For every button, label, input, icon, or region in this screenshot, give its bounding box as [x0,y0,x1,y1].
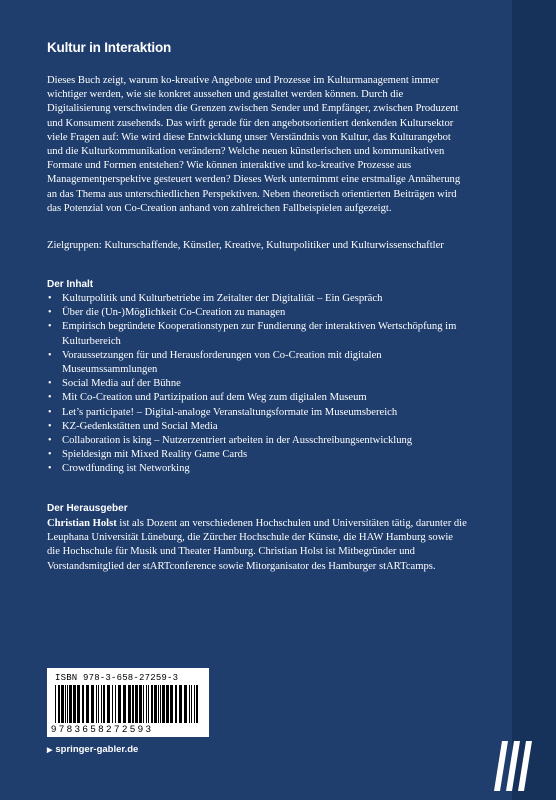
barcode-bar [69,685,72,723]
barcode-bar [67,685,68,723]
bullet-icon: • [48,293,52,304]
list-item: • Voraussetzungen für und Herausforderungen von Co-Creation mit digitalen Museumssammlungen [48,349,382,376]
barcode-bar [82,685,84,723]
barcode-bar [151,685,153,723]
contents-list [47,292,467,477]
barcode-bar [55,685,56,723]
barcode-digits: 9783658272593 [51,724,154,735]
barcode-bars [53,685,203,725]
description-paragraph: Dieses Buch zeigt, warum ko-kreative Angebote und Prozesse im Kulturmanagement immer wichtiger werden, wie sie konkret aussehen und gestaltet werden können. Durch die Digitalisierung verschwinden die Grenzen zwischen Sender und Empfänger, zwischen Produzent und Konsument zusehends. Das wirft gerade für den angebotsorientiert denkenden Kultursektor viele Fragen auf: Wie wird diese Entwicklung unser Verständnis von Kultur, das Kulturangebot und die Kulturkommunikation verändern? Welche neuen künstlerischen und kommunikativen Formate und Formen entstehen? Wie können interaktive und ko-kreative Prozesse aus Managementperspektive gesteuert werden? Dieses Werk unternimmt eine erstmalige Annäherung an das Thema aus unterschiedlichen Perspektiven. Neben theoretisch orientierten Beiträgen wird das Potenzial von Co-Creation anhand von zahlreichen Fallbeispielen aufgezeigt. [47,75,461,214]
barcode-bar [98,685,99,723]
list-item: • Crowdfunding ist Networking [47,462,467,476]
barcode-bar [61,685,64,723]
barcode-bar [65,685,66,723]
barcode-bar [196,685,198,723]
barcode-bar [160,685,161,723]
barcode-bar [146,685,147,723]
barcode-bar [148,685,149,723]
barcode-bar [179,685,182,723]
barcode-bar [189,685,190,723]
barcode-bar [128,685,131,723]
bullet-icon: • [48,307,52,319]
bullet-icon: • [48,463,52,475]
list-item: • Empirisch begründete Kooperationstypen zur Fundierung der interaktiven Wertschöpfung im Kulturbereich [48,321,457,347]
bullet-icon: • [48,435,52,447]
bullet-icon: • [48,349,52,361]
barcode-bar [101,685,102,723]
isbn-barcode [47,668,209,737]
bullet-icon: • [48,449,52,461]
list-item: • Social Media auf der Bühne [47,377,467,391]
bullet-icon: • [48,406,52,418]
bullet-icon: • [48,378,52,390]
barcode-bar [158,685,159,723]
barcode-bar [132,685,134,723]
barcode-bar [91,685,94,723]
list-item: • KZ-Gedenkstätten und Social Media [47,420,467,434]
barcode-bar [123,685,126,723]
page-title: Kultur in Interaktion [47,40,172,55]
barcode-bar [107,685,110,723]
barcode-bar [194,685,195,723]
barcode-bar [175,685,177,723]
editor-bio-text: ist als Dozent an verschiedenen Hochschulen und Universitäten tätig, darunter die Leuphana Universität Lüneburg, die Zürcher Hochschule der Künste, die HAW Hamburg sowie die Hochschule für Musik und Theater Hamburg. Christian Holst ist Mitbegründer und Vorstandsmitglied der stARTconference sowie Mitorganisator des Hamburger stARTcamps. [47,518,467,572]
barcode-bar [135,685,138,723]
editor-heading: Der Herausgeber [47,503,128,514]
barcode-bar [112,685,113,723]
barcode-bar [115,685,116,723]
target-groups-paragraph: Zielgruppen: Kulturschaffende, Künstler, Kreative, Kulturpolitiker und Kulturwissenschaftler [47,240,444,251]
publisher-website[interactable] [47,744,138,755]
springer-horse-logo [486,735,542,793]
barcode-bar [170,685,173,723]
right-color-strip [512,0,556,800]
barcode-bar [103,685,105,723]
isbn-label: ISBN 978-3-658-27259-3 [55,673,179,683]
website-label: springer-gabler.de [55,744,139,755]
barcode-bar [184,685,187,723]
barcode-bar [154,685,157,723]
barcode-bar [118,685,121,723]
editor-name: Christian Holst [47,518,117,529]
barcode-bar [143,685,144,723]
list-item: • Collaboration is king – Nutzerzentriert arbeiten in der Ausschreibungsentwicklung [47,434,467,448]
barcode-bar [86,685,89,723]
bullet-icon: • [48,420,52,432]
bullet-icon: • [48,321,52,333]
editor-bio-paragraph [47,517,467,574]
barcode-bar [191,685,192,723]
barcode-bar [96,685,97,723]
barcode-bar [77,685,80,723]
barcode-bar [139,685,142,723]
bullet-icon: • [48,392,52,404]
list-item: • Mit Co-Creation und Partizipation auf dem Weg zum digitalen Museum [47,391,467,405]
list-item: • Let’s participate! – Digital-analoge Veranstaltungsformate im Museumsbereich [47,406,467,420]
arrow-right-icon: ▶ [47,746,53,754]
barcode-bar [73,685,76,723]
list-item: • Über die (Un-)Möglichkeit Co-Creation zu managen [47,306,467,320]
barcode-bar [58,685,60,723]
barcode-bar [166,685,169,723]
barcode-bar [162,685,165,723]
contents-heading: Der Inhalt [47,279,94,290]
list-item: • Kulturpolitik und Kulturbetriebe im Zeitalter der Digitalität – Ein Gespräch [47,292,467,306]
list-item: • Spieldesign mit Mixed Reality Game Cards [47,448,467,462]
